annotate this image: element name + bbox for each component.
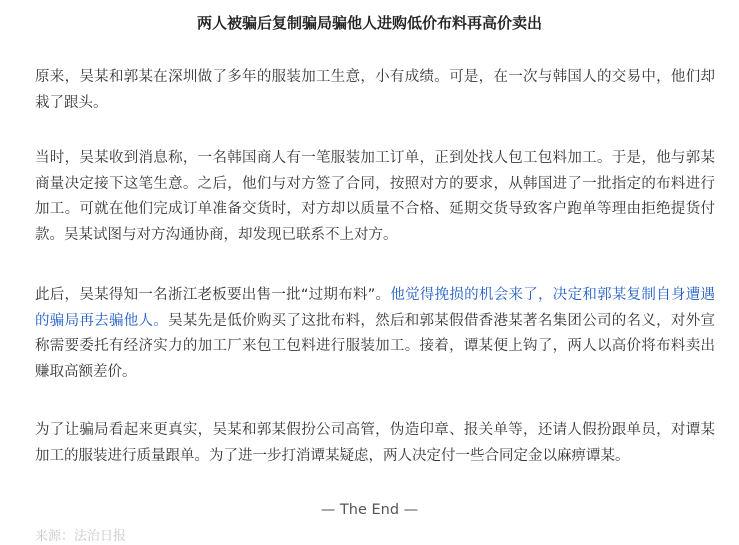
- paragraph-4: 为了让骗局看起来更真实，吴某和郭某假扮公司高管，伪造印章、报关单等，还请人假扮跟单员，对谭某加工的服装进行质量跟单。为了进一步打消谭某疑虑，两人决定付一些合同定金以麻痹谭某。: [35, 422, 715, 464]
- article-title: 两人被骗后复制骗局骗他人进购低价布料再高价卖出: [196, 14, 542, 32]
- end-mark: — The End —: [320, 502, 419, 518]
- paragraph-2: 当时，吴某收到消息称，一名韩国商人有一笔服装加工订单，正到处找人包工包料加工。于是，他与郭某商量决定接下这笔生意。之后，他们与对方签了合同，按照对方的要求，从韩国进了一批指定的布料进行加工。可就在他们完成订单准备交货时，对方却以质量不合格、延期交货导致客户跑单等理由拒绝提货付款。吴某试图与对方沟通协商，却发现已联系不上对方。: [35, 150, 715, 243]
- paragraph-3: [35, 283, 715, 385]
- source-line-cutoff: 来源：法治日报: [35, 529, 127, 544]
- paragraph-3-highlight: 他觉得挽损的机会来了，决定和郭某复制自身遭遇的骗局再去骗他人。: [35, 287, 716, 329]
- paragraph-3-intro: 此后，吴某得知一名浙江老板要出售一批“过期布料”。: [35, 287, 391, 303]
- paragraph-1: 原来，吴某和郭某在深圳做了多年的服装加工生意，小有成绩。可是，在一次与韩国人的交易中，他们却栽了跟头。: [35, 69, 715, 111]
- paragraph-3-rest: 吴某先是低价购买了这批布料，然后和郭某假借香港某著名集团公司的名义，对外宣称需要委托有经济实力的加工厂来包工包料进行服装加工。接着，谭某便上钩了，两人以高价将布料卖出赚取高额差价。: [35, 312, 716, 380]
